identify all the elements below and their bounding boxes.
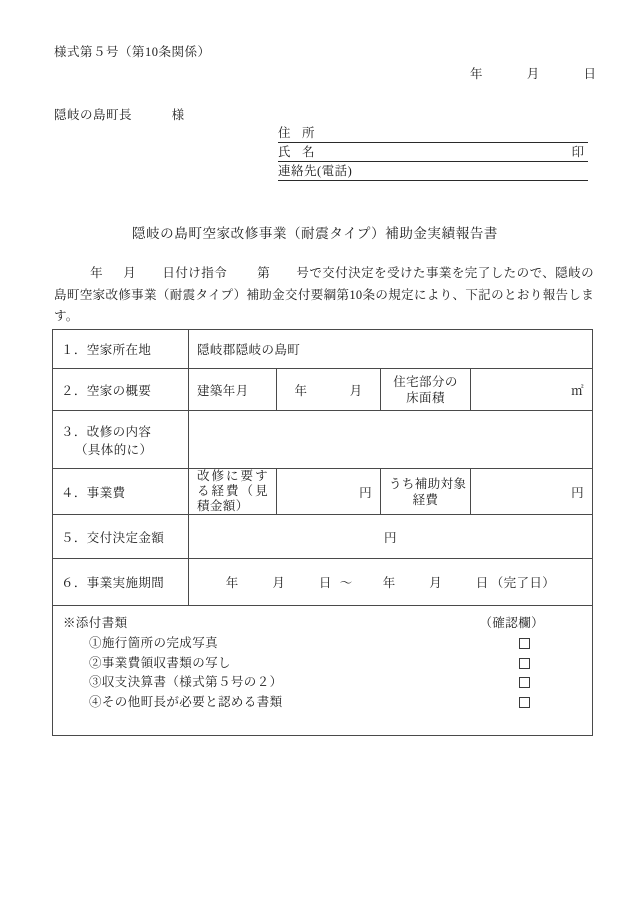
row6-end-note: （完了日） bbox=[490, 576, 556, 590]
body-year: 年 bbox=[90, 266, 104, 280]
attachments-heading: ※添付書類 bbox=[63, 616, 128, 630]
body-number-prefix: 第 bbox=[257, 266, 271, 280]
row4-subsidy-unit: 円 bbox=[571, 485, 585, 500]
body-line3: します。 bbox=[54, 287, 594, 323]
addressee-honorific: 様 bbox=[171, 108, 185, 122]
row6-start-year: 年 bbox=[225, 576, 239, 590]
attachments-confirm-column-label: （確認欄） bbox=[479, 616, 545, 630]
attachment-checkbox[interactable] bbox=[519, 697, 530, 708]
row4-cost-unit: 円 bbox=[359, 485, 372, 500]
row6-start-month: 月 bbox=[272, 576, 286, 590]
list-item bbox=[63, 673, 582, 693]
attachments-list bbox=[63, 634, 582, 712]
row3-label: ３．改修の内容 （具体的に） bbox=[53, 411, 189, 469]
row2-floor-area-unit: ㎡ bbox=[571, 383, 585, 398]
row2-floor-area-value[interactable] bbox=[471, 369, 593, 411]
row2-build-date-value[interactable] bbox=[277, 369, 381, 411]
body-line2: の島町空家改修事業（耐震タイプ）補助金交付要綱第10条の規定により、下記のとおり報告 bbox=[54, 266, 594, 302]
attachment-checkbox[interactable] bbox=[519, 638, 530, 649]
table-row-attachments bbox=[53, 606, 593, 736]
attachments-header bbox=[63, 613, 582, 631]
attachment-label: ④その他町長が必要と認める書類 bbox=[89, 694, 283, 709]
addressee-line bbox=[54, 105, 185, 123]
table-row-overview bbox=[53, 369, 593, 411]
header-date-month: 月 bbox=[526, 67, 540, 81]
attachments-cell bbox=[53, 606, 593, 736]
row2-label: ２．空家の概要 bbox=[53, 369, 189, 411]
attachment-checkbox[interactable] bbox=[519, 677, 530, 688]
row2-build-date-label: 建築年月 bbox=[189, 369, 277, 411]
table-row-period bbox=[53, 559, 593, 606]
row6-end-month: 月 bbox=[429, 576, 443, 590]
table-row-renovation bbox=[53, 411, 593, 469]
row4-label: ４．事業費 bbox=[53, 469, 189, 515]
seal-mark: 印 bbox=[571, 145, 584, 159]
row6-tilde: ～ bbox=[339, 576, 353, 590]
row4-subsidy-value[interactable] bbox=[471, 469, 593, 515]
name-field-row[interactable] bbox=[278, 143, 588, 162]
attachment-label: ②事業費領収書類の写し bbox=[89, 655, 231, 670]
list-item bbox=[63, 693, 582, 713]
row6-value[interactable] bbox=[189, 559, 593, 606]
contact-field-row[interactable] bbox=[278, 162, 588, 181]
attachment-label: ①施行箇所の完成写真 bbox=[89, 636, 219, 650]
row2-build-month: 月 bbox=[349, 383, 363, 398]
applicant-fields bbox=[278, 124, 588, 181]
body-day-order: 日付け指令 bbox=[162, 266, 228, 280]
attachment-label: ③収支決算書（様式第５号の２） bbox=[89, 675, 283, 689]
row5-value[interactable] bbox=[189, 515, 593, 559]
address-field-label: 住 所 bbox=[278, 126, 316, 140]
row3-value[interactable] bbox=[189, 411, 593, 469]
row5-label: ５．交付決定金額 bbox=[53, 515, 189, 559]
row6-end-year: 年 bbox=[382, 576, 396, 590]
contact-field-label: 連絡先(電話) bbox=[278, 164, 353, 178]
body-number-suffix: 号で交付決定を受けた事業を完了したので、隠岐 bbox=[296, 266, 582, 280]
row6-start-day: 日 bbox=[318, 576, 332, 590]
row4-subsidy-label: うち補助対象 経費 bbox=[381, 469, 471, 515]
name-field-label: 氏 名 bbox=[278, 145, 316, 159]
row1-value[interactable]: 隠岐郡隠岐の島町 bbox=[189, 330, 593, 369]
row2-floor-area-label: 住宅部分の 床面積 bbox=[381, 369, 471, 411]
table-row-project-cost bbox=[53, 469, 593, 515]
row1-label: １．空家所在地 bbox=[53, 330, 189, 369]
row4-cost-label: 改 修 に 要 す る 経 費 （ 見 積金額） bbox=[189, 469, 277, 515]
body-month: 月 bbox=[123, 266, 137, 280]
document-title: 隠岐の島町空家改修事業（耐震タイプ）補助金実績報告書 bbox=[131, 226, 499, 241]
row4-cost-value[interactable] bbox=[277, 469, 381, 515]
list-item bbox=[63, 634, 582, 654]
row5-unit: 円 bbox=[384, 530, 397, 545]
body-paragraph bbox=[54, 263, 594, 328]
header-date-line bbox=[470, 64, 596, 82]
table-row-decided-amount bbox=[53, 515, 593, 559]
form-number: 様式第５号（第10条関係） bbox=[54, 45, 211, 59]
row6-label: ６．事業実施期間 bbox=[53, 559, 189, 606]
row6-end-day: 日 bbox=[475, 576, 489, 590]
address-field-row[interactable] bbox=[278, 124, 588, 143]
header-date-day: 日 bbox=[583, 67, 596, 81]
table-row-location bbox=[53, 330, 593, 369]
list-item bbox=[63, 654, 582, 674]
header-date-year: 年 bbox=[470, 67, 483, 81]
attachment-checkbox[interactable] bbox=[519, 658, 530, 669]
addressee-name: 隠岐の島町長 bbox=[54, 108, 133, 122]
report-table bbox=[52, 329, 593, 736]
row2-build-year: 年 bbox=[294, 383, 308, 398]
